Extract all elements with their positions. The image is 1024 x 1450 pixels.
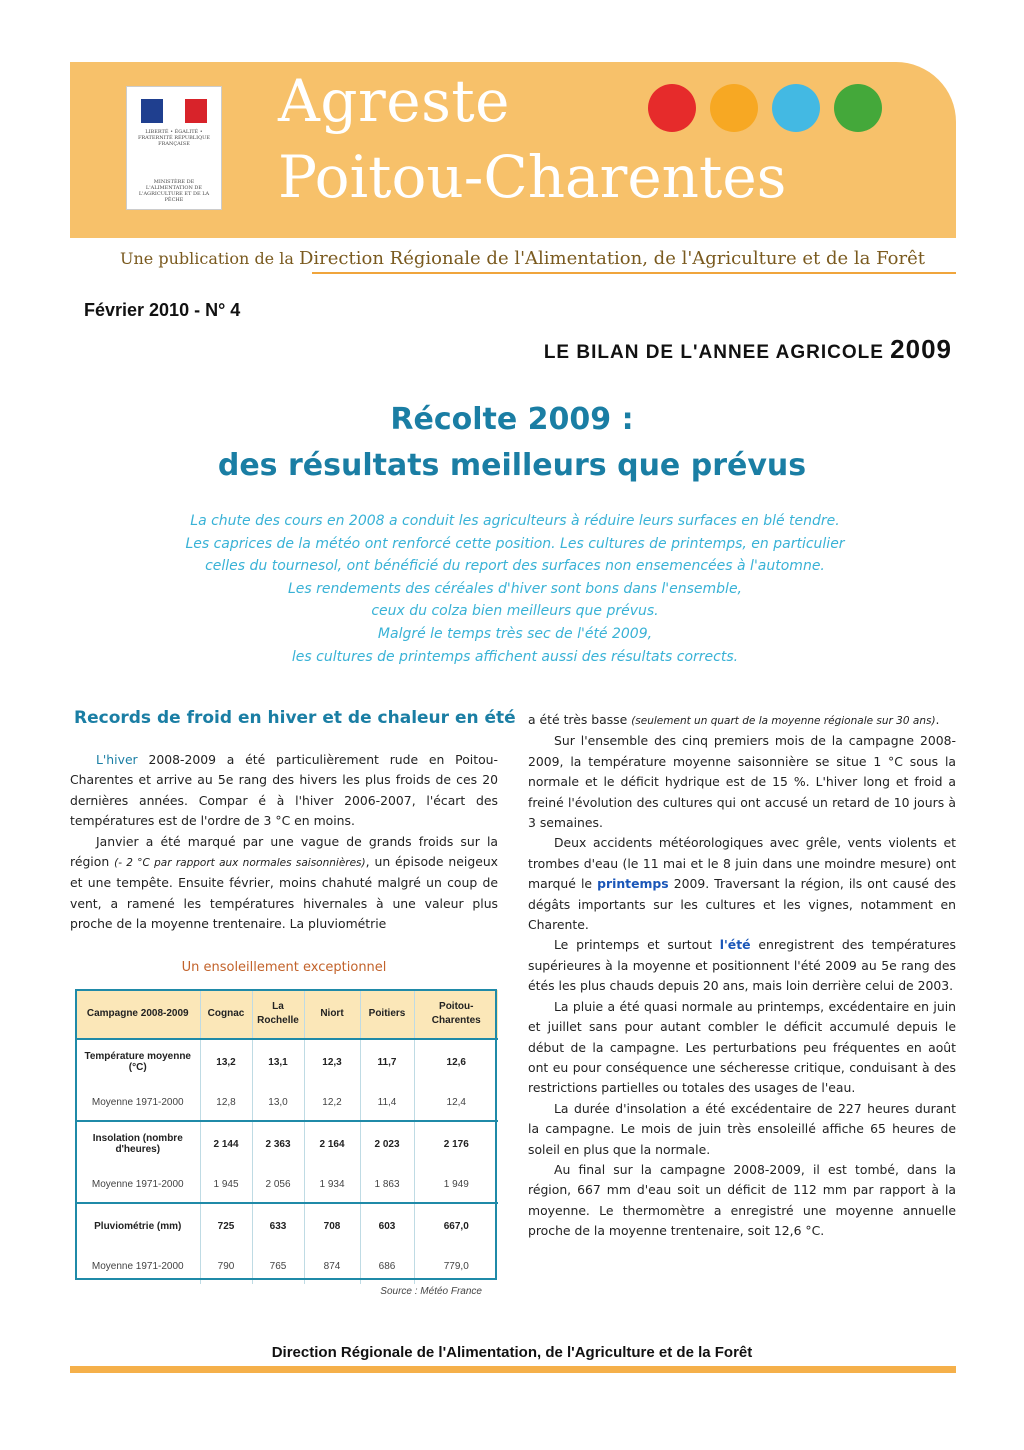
- table-cell: 2 363: [252, 1121, 304, 1166]
- paragraph-text: 2009. Traversant la région, ils ont causé des dégâts importants sur les cultures et les vignes, notamment en Charente.: [528, 876, 956, 933]
- table-cell: 2 144: [200, 1121, 252, 1166]
- intro-line: Malgré le temps très sec de l'été 2009,: [377, 625, 653, 642]
- table-cell: 708: [304, 1203, 360, 1248]
- table-cell: 12,4: [414, 1084, 498, 1121]
- table-cell: 765: [252, 1248, 304, 1284]
- table-cell: Insolation (nombre d'heures): [92, 1133, 183, 1155]
- table-header-cell: Cognac: [200, 990, 252, 1039]
- paragraph-continuation: [528, 710, 956, 731]
- table-cell: 2 164: [304, 1121, 360, 1166]
- bilan-year: 2009: [890, 334, 952, 364]
- intro-line: ceux du colza bien meilleurs que prévus.: [371, 603, 659, 620]
- headline-line2: des résultats meilleurs que prévus: [217, 448, 807, 483]
- section-title: Records de froid en hiver et de chaleur en été: [74, 708, 516, 728]
- table-row: [76, 1248, 498, 1284]
- table-cell: 667,0: [414, 1203, 498, 1248]
- ministry-logo: [126, 86, 222, 210]
- paragraph-winter: [70, 750, 498, 832]
- paragraph-text: , un épisode neigeux et une tempête. Ensuite février, moins chahuté malgré un coup de vent, a ramené les températures hivernales à une valeur plus proche de la moyenne trentenaire. La pluviométrie: [70, 854, 499, 932]
- headline-line1: Récolte 2009 :: [390, 402, 634, 437]
- right-column: [528, 710, 956, 1242]
- masthead-title-line1: Agreste: [278, 67, 510, 135]
- bilan-heading: [544, 334, 952, 365]
- intro-line: La chute des cours en 2008 a conduit les agriculteurs à réduire leurs surfaces en blé tendre.: [190, 513, 840, 529]
- table-source: Source : Météo France: [380, 1286, 482, 1297]
- color-dots: [648, 84, 882, 132]
- issue-number: Février 2010 - N° 4: [84, 300, 241, 320]
- intro-line: Les caprices de la météo ont renforcé cette position. Les cultures de printemps, en particulier: [185, 535, 845, 552]
- table-cell: 2 176: [414, 1121, 498, 1166]
- publication-underline: [312, 272, 956, 274]
- publication-org: Direction Régionale de l'Alimentation, de l'Agriculture et de la Forêt: [298, 248, 925, 269]
- table-cell: Moyenne 1971-2000: [91, 1260, 184, 1272]
- paragraph: Sur l'ensemble des cinq premiers mois de la campagne 2008-2009, la température moyenne saisonnière se situe 1 °C sous la normale et le déficit hydrique est de 15 %. L'hiver long et froid a freiné l'évolution des cultures qui ont accusé un retard de 10 jours à 3 semaines.: [528, 733, 956, 831]
- publication-line: [120, 248, 925, 269]
- table-cell: Moyenne 1971-2000: [76, 1084, 200, 1121]
- table-cell: 779,0: [414, 1248, 498, 1284]
- green-dot-icon: [834, 84, 882, 132]
- table-header-cell: Niort: [304, 990, 360, 1039]
- paragraph-text: Deux accidents météorologiques avec grêle, vents violents et trombes d'eau (le 11 mai et le 8 juin dans une moindre mesure) ont marqué le: [528, 835, 956, 892]
- table-row: [76, 1084, 498, 1121]
- intro-line: Les rendements des céréales d'hiver sont bons dans l'ensemble,: [287, 580, 743, 597]
- table-cell: 790: [200, 1248, 252, 1284]
- table-header-row: [76, 990, 498, 1039]
- red-dot-icon: [648, 84, 696, 132]
- table-cell: 12,6: [414, 1039, 498, 1084]
- paragraph: La durée d'insolation a été excédentaire de 227 heures durant la campagne. Le mois de juin très ensoleillé affiche 65 heures de soleil en plus que la normale.: [528, 1100, 956, 1157]
- table-cell: 725: [200, 1203, 252, 1248]
- table-cell: 13,1: [252, 1039, 304, 1084]
- paragraph-summer: [528, 935, 956, 996]
- table-cell: 1 949: [414, 1166, 498, 1203]
- table-header-cell: Poitou-Charentes: [414, 990, 498, 1039]
- paragraph-text: a été très basse: [528, 712, 632, 727]
- table-cell: 603: [360, 1203, 414, 1248]
- keyword-spring: printemps: [597, 876, 669, 892]
- paragraph-text: Le printemps et surtout: [554, 937, 720, 953]
- footer-bar: [70, 1366, 956, 1373]
- table-cell: Moyenne 1971-2000: [76, 1166, 200, 1203]
- table-cell: 11,7: [360, 1039, 414, 1084]
- table-header-cell: Campagne 2008-2009: [76, 990, 200, 1039]
- logo-motto: LIBERTÉ • ÉGALITÉ • FRATERNITÉ RÉPUBLIQUE FRANÇAISE: [137, 129, 211, 147]
- logo-ministry-name: MINISTÈRE DE L'ALIMENTATION DE L'AGRICULTURE ET DE LA PÊCHE: [138, 179, 210, 203]
- masthead-title-line2: Poitou-Charentes: [278, 143, 787, 211]
- paragraph-note: (seulement un quart de la moyenne régionale sur 30 ans): [631, 715, 936, 727]
- blue-dot-icon: [772, 84, 820, 132]
- table-cell: 1 945: [200, 1166, 252, 1203]
- left-column: [70, 750, 498, 935]
- table-cell: Température moyenne (°C): [84, 1051, 191, 1073]
- table-cell: 686: [360, 1248, 414, 1284]
- intro-line: les cultures de printemps affichent aussi des résultats corrects.: [291, 648, 739, 665]
- paragraph-january: [70, 832, 498, 935]
- paragraph-text: Janvier a été marqué par une vague de grands froids sur la région: [70, 833, 498, 870]
- paragraph: La pluie a été quasi normale au printemps, excédentaire en juin et juillet sans pour autant combler le déficit accumulé depuis le début de la campagne. Les perturbations peu fréquentes en août ont eu pour conséquence une sécheresse critique, conduisant à des restrictions partielles ou totales des usages de l'eau.: [528, 998, 956, 1096]
- intro-line: celles du tournesol, ont bénéficié du report des surfaces non ensemencées à l'automne.: [205, 558, 825, 575]
- paragraph-text: 2008-2009 a été particulièrement rude en Poitou-Charentes et arrive au 5e rang des hivers les plus froids de ces 20 dernières années. Compar é à l'hiver 2006-2007, l'écart des températures est de l'ordre de 3 °C en moins.: [70, 752, 498, 829]
- keyword-summer: l'été: [719, 937, 751, 953]
- table-header-cell: La Rochelle: [252, 990, 304, 1039]
- table-row: [76, 1039, 498, 1084]
- table-cell: 13,0: [252, 1084, 304, 1121]
- table-cell: 2 023: [360, 1121, 414, 1166]
- masthead-banner: [70, 62, 956, 238]
- table-cell: 12,3: [304, 1039, 360, 1084]
- table-cell: 1 863: [360, 1166, 414, 1203]
- publication-prefix: Une publication de la: [120, 249, 294, 268]
- table-cell: 11,4: [360, 1084, 414, 1121]
- paragraph-text: enregistrent des températures supérieures à la moyenne et positionnent l'été 2009 au 5e rang des étés les plus chauds depuis 20 ans, mais loin derrière celui de 2003.: [528, 937, 956, 994]
- paragraph-text: .: [935, 712, 940, 727]
- table-title: Un ensoleillement exceptionnel: [181, 960, 387, 975]
- orange-dot-icon: [710, 84, 758, 132]
- table-header-cell: Poitiers: [360, 990, 414, 1039]
- paragraph: Au final sur la campagne 2008-2009, il est tombé, dans la région, 667 mm d'eau soit un déficit de 112 mm par rapport à la moyenne. Le thermomètre a enregistré une moyenne annuelle proche de la moyenne trentenaire, soit 12,6 °C.: [528, 1161, 956, 1239]
- table-cell: 12,8: [200, 1084, 252, 1121]
- paragraph-note: (- 2 °C par rapport aux normales saisonnières): [114, 857, 366, 870]
- table-cell: 1 934: [304, 1166, 360, 1203]
- table-row: [76, 1166, 498, 1203]
- table-cell: 633: [252, 1203, 304, 1248]
- footer-org: Direction Régionale de l'Alimentation, de l'Agriculture et de la Forêt: [271, 1344, 753, 1361]
- table-row: [76, 1121, 498, 1166]
- weather-table: [76, 990, 498, 1284]
- french-flag-icon: [141, 99, 207, 123]
- table-cell: 13,2: [200, 1039, 252, 1084]
- bilan-label: LE BILAN DE L'ANNEE AGRICOLE: [543, 342, 884, 363]
- table-cell: 2 056: [252, 1166, 304, 1203]
- table-cell: 12,2: [304, 1084, 360, 1121]
- paragraph-spring: [528, 833, 956, 935]
- intro-paragraph: [80, 510, 950, 668]
- table-row: [76, 1203, 498, 1248]
- keyword-winter: L'hiver: [96, 752, 138, 767]
- table-cell: Pluviométrie (mm): [94, 1220, 182, 1232]
- table-cell: 874: [304, 1248, 360, 1284]
